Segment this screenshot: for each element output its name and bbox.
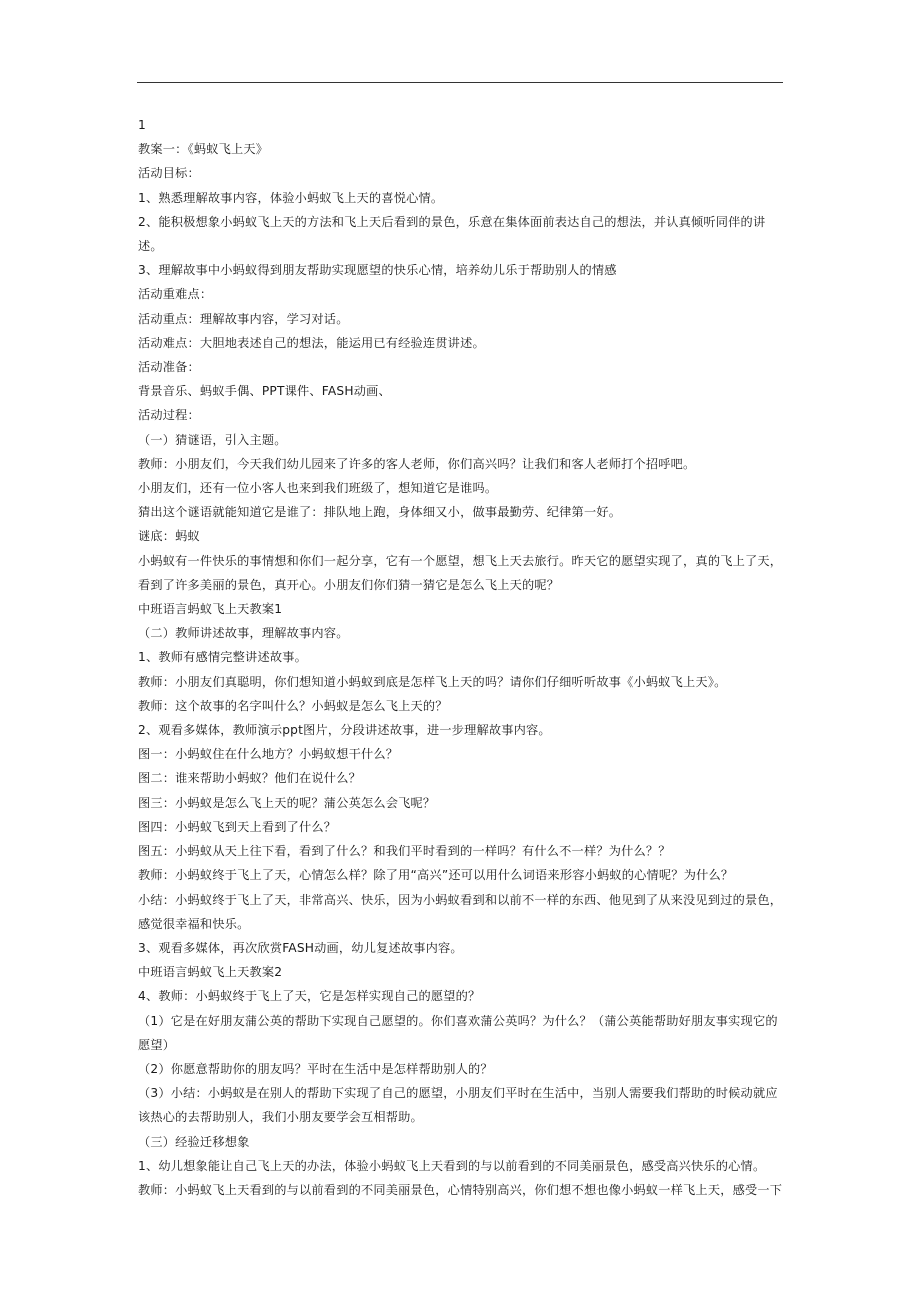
paragraph: 小朋友们，还有一位小客人也来到我们班级了，想知道它是谁吗。 <box>138 481 498 496</box>
paragraph: 小蚂蚁有一件快乐的事情想和你们一起分享，它有一个愿望，想飞上天去旅行。昨天它的愿望实现了，真的飞上了天，看到了许多美丽的景色，真开心。小朋友们你们猜一猜它是怎么飞上天的呢？ <box>138 553 783 592</box>
paragraph: 谜底：蚂蚁 <box>138 529 200 544</box>
section-heading: 活动过程： <box>138 408 200 423</box>
lesson-title: 教案一：《蚂蚁飞上天》 <box>138 142 269 157</box>
paragraph: 4、教师：小蚂蚁终于飞上了天，它是怎样实现自己的愿望的？ <box>138 989 481 1004</box>
paragraph: 3、观看多媒体，再次欣赏FASH动画，幼儿复述故事内容。 <box>138 940 463 955</box>
paragraph: 中班语言蚂蚁飞上天教案2 <box>138 965 283 980</box>
section-heading: 活动准备： <box>138 360 200 375</box>
paragraph: 小结：小蚂蚁终于飞上了天，非常高兴、快乐，因为小蚂蚁看到和以前不一样的东西、他见到了从来没见到过的景色，感觉很幸福和快乐。 <box>138 892 783 931</box>
paragraph: 背景音乐、蚂蚁手偶、PPT课件、FASH动画、 <box>138 384 391 399</box>
paragraph: 活动重点：理解故事内容，学习对话。 <box>138 311 349 326</box>
paragraph: 2、能积极想象小蚂蚁飞上天的方法和飞上天后看到的景色，乐意在集体面前表达自己的想法，并认真倾听同伴的讲述。 <box>138 214 766 254</box>
paragraph: 图五：小蚂蚁从天上往下看，看到了什么？和我们平时看到的一样吗？有什么不一样？为什么？？ <box>138 844 671 859</box>
paragraph: （三）经验迁移想象 <box>138 1134 250 1149</box>
paragraph: （一）猜谜语，引入主题。 <box>138 432 287 447</box>
section-heading: 活动重难点： <box>138 287 213 302</box>
paragraph: 教师：小朋友们，今天我们幼儿园来了许多的客人老师，你们高兴吗？让我们和客人老师打个招呼吧。 <box>138 456 696 471</box>
paragraph: （2）你愿意帮助你的朋友吗？平时在生活中是怎样帮助别人的？ <box>138 1061 493 1076</box>
paragraph: 1、幼儿想象能让自己飞上天的办法，体验小蚂蚁飞上天看到的与以前看到的不同美丽景色，感受高兴快乐的心情。 <box>138 1158 766 1173</box>
paragraph: 3、理解故事中小蚂蚁得到朋友帮助实现愿望的快乐心情，培养幼儿乐于帮助别人的情感 <box>138 263 617 278</box>
paragraph: （二）教师讲述故事，理解故事内容。 <box>138 626 349 641</box>
paragraph: 图二：谁来帮助小蚂蚁？他们在说什么？ <box>138 771 361 786</box>
paragraph: 活动难点：大胆地表述自己的想法，能运用已有经验连贯讲述。 <box>138 335 485 350</box>
paragraph: 教师：这个故事的名字叫什么？小蚂蚁是怎么飞上天的？ <box>138 698 448 713</box>
paragraph: 图四：小蚂蚁飞到天上看到了什么？ <box>138 819 337 834</box>
paragraph: 教师：小朋友们真聪明，你们想知道小蚂蚁到底是怎样飞上天的吗？请你们仔细听听故事《小蚂蚁飞上天》。 <box>138 674 727 689</box>
paragraph: 1、熟悉理解故事内容，体验小蚂蚁飞上天的喜悦心情。 <box>138 190 444 205</box>
document-body <box>138 113 788 1202</box>
page-number: 1 <box>138 118 146 132</box>
paragraph: 1、教师有感情完整讲述故事。 <box>138 650 307 665</box>
paragraph: 图一：小蚂蚁住在什么地方？小蚂蚁想干什么？ <box>138 747 399 762</box>
paragraph: 2、观看多媒体，教师演示ppt图片，分段讲述故事，进一步理解故事内容。 <box>138 723 551 738</box>
paragraph: 图三：小蚂蚁是怎么飞上天的呢？蒲公英怎么会飞呢？ <box>138 795 436 810</box>
header-rule <box>137 82 783 83</box>
paragraph: （1）它是在好朋友蒲公英的帮助下实现自己愿望的。你们喜欢蒲公英吗？为什么？（蒲公英能帮助好朋友事实现它的愿望） <box>138 1013 778 1052</box>
paragraph: 教师：小蚂蚁飞上天看到的与以前看到的不同美丽景色，心情特别高兴，你们想不想也像小蚂蚁一样飞上天，感受一下 <box>138 1182 783 1197</box>
paragraph: 教师：小蚂蚁终于飞上了天，心情怎么样？除了用“高兴”还可以用什么词语来形容小蚂蚁的心情呢？为什么？ <box>138 868 734 883</box>
section-heading: 活动目标： <box>138 166 200 181</box>
paragraph: 中班语言蚂蚁飞上天教案1 <box>138 602 283 617</box>
paragraph: 猜出这个谜语就能知道它是谁了：排队地上跑，身体细又小，做事最勤劳、纪律第一好。 <box>138 505 622 520</box>
paragraph: （3）小结：小蚂蚁是在别人的帮助下实现了自己的愿望，小朋友们平时在生活中，当别人需要我们帮助的时候动就应该热心的去帮助别人，我们小朋友要学会互相帮助。 <box>138 1086 778 1125</box>
